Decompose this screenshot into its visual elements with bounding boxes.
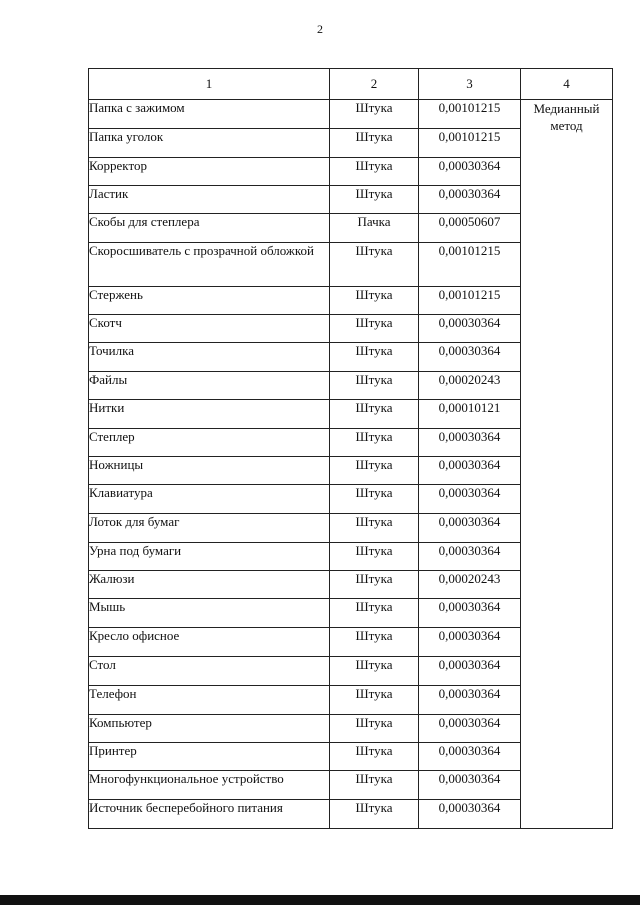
item-value: 0,00030364 xyxy=(419,599,521,628)
item-unit: Штука xyxy=(330,186,419,214)
item-unit: Штука xyxy=(330,743,419,771)
header-col-4: 4 xyxy=(521,69,613,100)
item-name: Компьютер xyxy=(89,715,330,743)
item-unit: Штука xyxy=(330,343,419,372)
item-name: Лоток для бумаг xyxy=(89,514,330,543)
item-value: 0,00030364 xyxy=(419,743,521,771)
item-name: Скоросшиватель с прозрачной обложкой xyxy=(89,243,330,287)
item-value: 0,00030364 xyxy=(419,715,521,743)
item-unit: Штука xyxy=(330,287,419,315)
table-row xyxy=(89,100,613,129)
item-name: Нитки xyxy=(89,400,330,429)
item-name: Скобы для степлера xyxy=(89,214,330,243)
item-value: 0,00101215 xyxy=(419,100,521,129)
item-name: Корректор xyxy=(89,158,330,186)
item-unit: Штука xyxy=(330,599,419,628)
item-name: Папка с зажимом xyxy=(89,100,330,129)
item-unit: Штука xyxy=(330,686,419,715)
item-unit: Штука xyxy=(330,243,419,287)
item-name: Ножницы xyxy=(89,457,330,485)
item-value: 0,00050607 xyxy=(419,214,521,243)
item-name: Скотч xyxy=(89,315,330,343)
item-unit: Штука xyxy=(330,457,419,485)
item-unit: Штука xyxy=(330,315,419,343)
header-col-3: 3 xyxy=(419,69,521,100)
item-unit: Штука xyxy=(330,100,419,129)
item-name: Степлер xyxy=(89,429,330,457)
item-value: 0,00030364 xyxy=(419,543,521,571)
item-value: 0,00101215 xyxy=(419,129,521,158)
item-unit: Штука xyxy=(330,715,419,743)
item-value: 0,00010121 xyxy=(419,400,521,429)
method-label: Медианный метод xyxy=(533,101,600,133)
item-unit: Штука xyxy=(330,129,419,158)
item-value: 0,00030364 xyxy=(419,771,521,800)
item-value: 0,00030364 xyxy=(419,628,521,657)
data-table xyxy=(88,68,613,829)
item-unit: Штука xyxy=(330,628,419,657)
item-name: Клавиатура xyxy=(89,485,330,514)
item-value: 0,00030364 xyxy=(419,800,521,829)
item-unit: Штука xyxy=(330,571,419,599)
item-unit: Штука xyxy=(330,429,419,457)
item-value: 0,00030364 xyxy=(419,686,521,715)
item-unit: Штука xyxy=(330,485,419,514)
item-unit: Штука xyxy=(330,800,419,829)
item-value: 0,00020243 xyxy=(419,372,521,400)
page-number: 2 xyxy=(317,22,323,36)
item-value: 0,00030364 xyxy=(419,514,521,543)
item-value: 0,00030364 xyxy=(419,186,521,214)
table-header-row xyxy=(89,69,613,100)
item-name: Мышь xyxy=(89,599,330,628)
item-name: Принтер xyxy=(89,743,330,771)
item-name: Многофункциональное устройство xyxy=(89,771,330,800)
item-unit: Штука xyxy=(330,514,419,543)
item-unit: Штука xyxy=(330,400,419,429)
item-unit: Штука xyxy=(330,657,419,686)
item-value: 0,00101215 xyxy=(419,243,521,287)
item-value: 0,00101215 xyxy=(419,287,521,315)
item-name: Жалюзи xyxy=(89,571,330,599)
item-unit: Пачка xyxy=(330,214,419,243)
item-unit: Штука xyxy=(330,372,419,400)
item-name: Урна под бумаги xyxy=(89,543,330,571)
item-unit: Штука xyxy=(330,543,419,571)
item-unit: Штука xyxy=(330,158,419,186)
scan-edge-bar xyxy=(0,895,640,905)
item-value: 0,00030364 xyxy=(419,429,521,457)
item-name: Точилка xyxy=(89,343,330,372)
item-name: Стол xyxy=(89,657,330,686)
item-name: Стержень xyxy=(89,287,330,315)
item-value: 0,00030364 xyxy=(419,457,521,485)
item-value: 0,00030364 xyxy=(419,657,521,686)
method-cell xyxy=(521,100,613,829)
header-col-2: 2 xyxy=(330,69,419,100)
item-name: Источник бесперебойного питания xyxy=(89,800,330,829)
item-value: 0,00030364 xyxy=(419,343,521,372)
item-value: 0,00030364 xyxy=(419,158,521,186)
item-name: Ластик xyxy=(89,186,330,214)
item-unit: Штука xyxy=(330,771,419,800)
item-value: 0,00020243 xyxy=(419,571,521,599)
item-name: Кресло офисное xyxy=(89,628,330,657)
item-name: Файлы xyxy=(89,372,330,400)
table-body xyxy=(89,100,613,829)
item-value: 0,00030364 xyxy=(419,315,521,343)
item-value: 0,00030364 xyxy=(419,485,521,514)
item-name: Телефон xyxy=(89,686,330,715)
header-col-1: 1 xyxy=(89,69,330,100)
item-name: Папка уголок xyxy=(89,129,330,158)
